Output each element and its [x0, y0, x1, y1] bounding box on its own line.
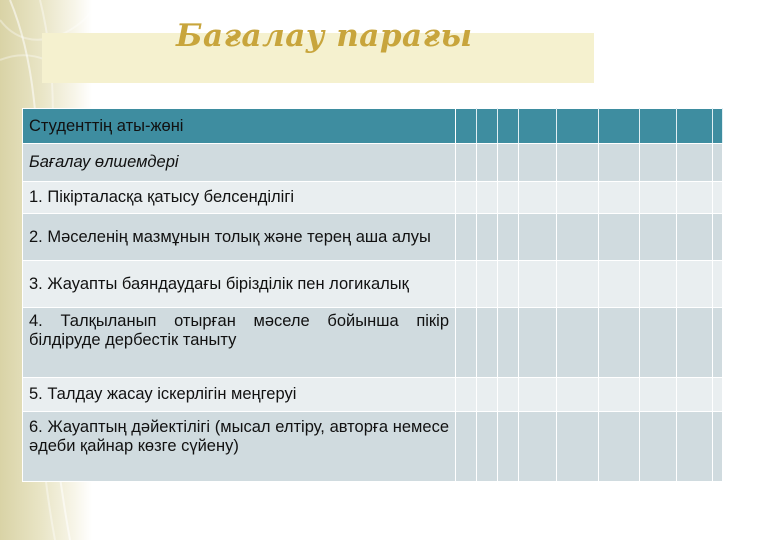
score-cell[interactable]	[557, 308, 599, 378]
score-cell[interactable]	[713, 412, 723, 482]
score-cell[interactable]	[640, 144, 677, 182]
score-cell[interactable]	[519, 109, 557, 144]
score-cell[interactable]	[640, 214, 677, 261]
score-cell[interactable]	[677, 378, 713, 412]
score-cell[interactable]	[456, 308, 477, 378]
score-cell[interactable]	[599, 109, 640, 144]
table-row	[23, 261, 723, 308]
score-cell[interactable]	[677, 412, 713, 482]
score-cell[interactable]	[477, 412, 498, 482]
score-cell[interactable]	[640, 412, 677, 482]
score-cell[interactable]	[557, 109, 599, 144]
score-cell[interactable]	[519, 182, 557, 214]
score-cell[interactable]	[519, 261, 557, 308]
score-cell[interactable]	[498, 214, 519, 261]
score-cell[interactable]	[456, 182, 477, 214]
score-cell[interactable]	[677, 109, 713, 144]
score-cell[interactable]	[498, 182, 519, 214]
criterion-label: 4. Талқыланып отырған мәселе бойынша пікір білдіруде дербестік таныту	[23, 308, 456, 378]
score-cell[interactable]	[456, 214, 477, 261]
evaluation-table	[22, 108, 723, 482]
score-cell[interactable]	[557, 182, 599, 214]
score-cell[interactable]	[477, 261, 498, 308]
score-cell[interactable]	[713, 182, 723, 214]
table-row	[23, 308, 723, 378]
score-cell[interactable]	[498, 308, 519, 378]
table-header-row	[23, 109, 723, 144]
score-cell[interactable]	[640, 378, 677, 412]
score-cell[interactable]	[677, 214, 713, 261]
score-cell[interactable]	[519, 144, 557, 182]
score-cell[interactable]	[498, 144, 519, 182]
page-title: Бағалау парағы	[176, 18, 473, 54]
criterion-label: 5. Талдау жасау іскерлігін меңгеруі	[23, 378, 456, 412]
score-cell[interactable]	[477, 109, 498, 144]
score-cell[interactable]	[557, 214, 599, 261]
score-cell[interactable]	[677, 144, 713, 182]
score-cell[interactable]	[599, 308, 640, 378]
score-cell[interactable]	[557, 378, 599, 412]
criterion-label: 3. Жауапты баяндаудағы бірізділік пен логикалық	[23, 261, 456, 308]
score-cell[interactable]	[456, 378, 477, 412]
score-cell[interactable]	[640, 261, 677, 308]
score-cell[interactable]	[477, 182, 498, 214]
score-cell[interactable]	[557, 261, 599, 308]
score-cell[interactable]	[599, 412, 640, 482]
score-cell[interactable]	[599, 261, 640, 308]
score-cell[interactable]	[456, 109, 477, 144]
score-cell[interactable]	[456, 412, 477, 482]
score-cell[interactable]	[519, 412, 557, 482]
score-cell[interactable]	[477, 308, 498, 378]
score-cell[interactable]	[498, 109, 519, 144]
score-cell[interactable]	[519, 378, 557, 412]
table-row	[23, 214, 723, 261]
score-cell[interactable]	[498, 412, 519, 482]
score-cell[interactable]	[599, 378, 640, 412]
score-cell[interactable]	[519, 214, 557, 261]
criterion-label: 1. Пікірталасқа қатысу белсенділігі	[23, 182, 456, 214]
score-cell[interactable]	[599, 214, 640, 261]
score-cell[interactable]	[677, 182, 713, 214]
score-cell[interactable]	[498, 378, 519, 412]
score-cell[interactable]	[713, 261, 723, 308]
student-name-header: Студенттің аты-жөні	[23, 109, 456, 144]
table-row	[23, 412, 723, 482]
score-cell[interactable]	[677, 261, 713, 308]
score-cell[interactable]	[713, 378, 723, 412]
score-cell[interactable]	[599, 182, 640, 214]
score-cell[interactable]	[640, 182, 677, 214]
score-cell[interactable]	[713, 144, 723, 182]
score-cell[interactable]	[456, 261, 477, 308]
score-cell[interactable]	[456, 144, 477, 182]
table-row	[23, 144, 723, 182]
score-cell[interactable]	[640, 308, 677, 378]
table-row	[23, 182, 723, 214]
score-cell[interactable]	[498, 261, 519, 308]
score-cell[interactable]	[519, 308, 557, 378]
criterion-label: 2. Мәселенің мазмұнын толық және терең аша алуы	[23, 214, 456, 261]
criteria-heading: Бағалау өлшемдері	[23, 144, 456, 182]
score-cell[interactable]	[477, 144, 498, 182]
score-cell[interactable]	[713, 109, 723, 144]
table-row	[23, 378, 723, 412]
score-cell[interactable]	[477, 378, 498, 412]
score-cell[interactable]	[677, 308, 713, 378]
score-cell[interactable]	[640, 109, 677, 144]
criterion-label: 6. Жауаптың дәйектілігі (мысал елтіру, авторға немесе әдеби қайнар көзге сүйену)	[23, 412, 456, 482]
score-cell[interactable]	[557, 144, 599, 182]
score-cell[interactable]	[557, 412, 599, 482]
score-cell[interactable]	[599, 144, 640, 182]
score-cell[interactable]	[713, 214, 723, 261]
score-cell[interactable]	[713, 308, 723, 378]
score-cell[interactable]	[477, 214, 498, 261]
